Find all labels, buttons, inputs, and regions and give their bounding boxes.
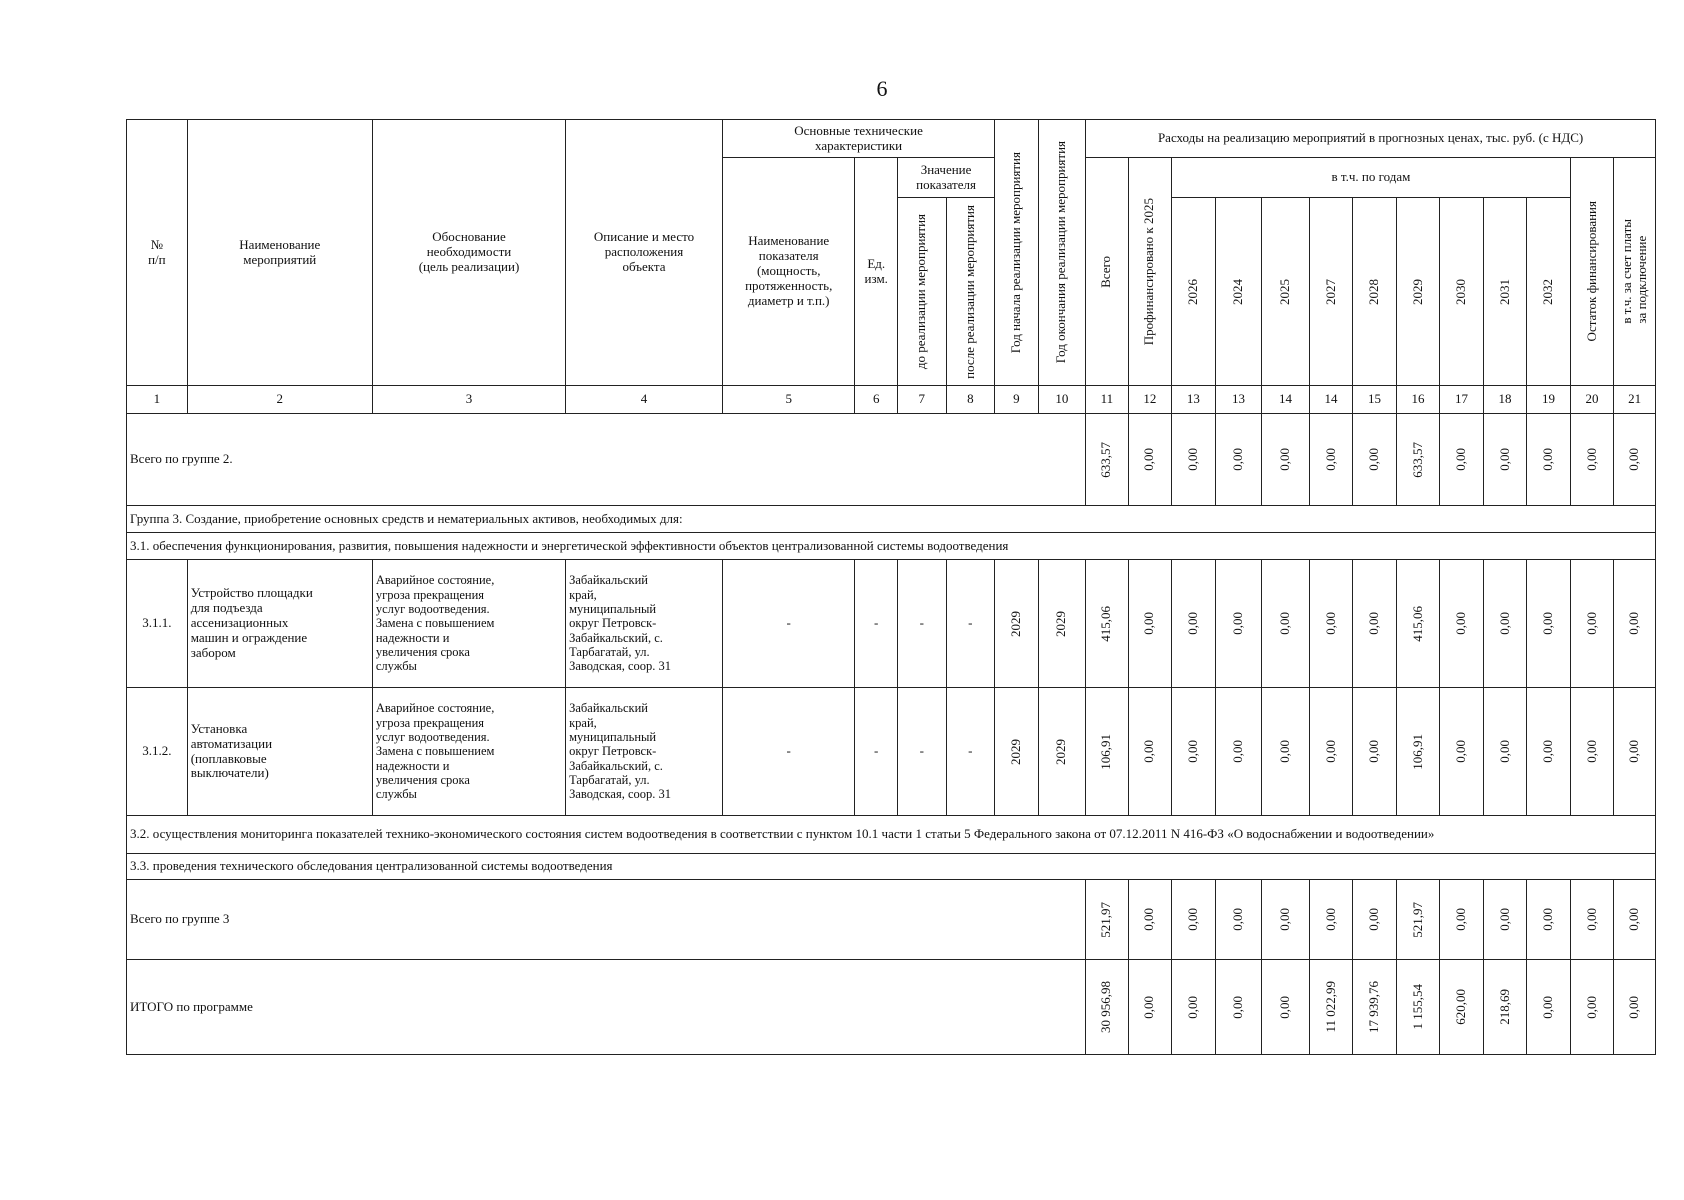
subsection-3-3-title: 3.3. проведения технического обследования централизованной системы водоотведения xyxy=(127,854,1656,880)
value-cell: 0,00 xyxy=(1570,880,1614,960)
value-cell: 415,06 xyxy=(1086,560,1128,688)
value-cell: 0,00 xyxy=(1570,560,1614,688)
item-place: Забайкальский край, муниципальный округ Петровск- Забайкальский, с. Тарбагатай, ул. Заводская, соор. 31 xyxy=(566,560,723,688)
item-indicator: - xyxy=(722,688,855,816)
value-cell: 0,00 xyxy=(1128,414,1172,506)
value-cell: 30 956,98 xyxy=(1086,960,1128,1055)
value-cell: 0,00 xyxy=(1215,560,1262,688)
item-name: Установка автоматизации (поплавковые выключатели) xyxy=(187,688,372,816)
value-cell: 0,00 xyxy=(1262,560,1310,688)
value-cell: 0,00 xyxy=(1614,560,1656,688)
value-cell: 633,57 xyxy=(1396,414,1440,506)
item-before: - xyxy=(897,688,946,816)
item-start-year: 2029 xyxy=(995,560,1039,688)
item-unit: - xyxy=(855,688,897,816)
col-number: 19 xyxy=(1527,386,1571,414)
value-cell: 0,00 xyxy=(1309,688,1353,816)
value-cell: 0,00 xyxy=(1172,880,1216,960)
header-year: 2029 xyxy=(1396,198,1440,386)
col-number: 12 xyxy=(1128,386,1172,414)
value-cell: 0,00 xyxy=(1262,880,1310,960)
col-number: 8 xyxy=(946,386,995,414)
header-col-name: Наименование мероприятий xyxy=(187,120,372,386)
header-col-reason: Обоснование необходимости (цель реализации) xyxy=(372,120,565,386)
value-cell: 0,00 xyxy=(1440,688,1484,816)
item-number: 3.1.1. xyxy=(127,560,188,688)
item-place: Забайкальский край, муниципальный округ Петровск- Забайкальский, с. Тарбагатай, ул. Заводская, соор. 31 xyxy=(566,688,723,816)
item-number: 3.1.2. xyxy=(127,688,188,816)
value-cell: 0,00 xyxy=(1353,414,1397,506)
value-cell: 0,00 xyxy=(1527,960,1571,1055)
header-year: 2028 xyxy=(1353,198,1397,386)
value-cell: 0,00 xyxy=(1172,960,1216,1055)
item-unit: - xyxy=(855,560,897,688)
table-row-total-group2 xyxy=(127,414,1656,506)
header-col-after: после реализации мероприятия xyxy=(946,198,995,386)
value-cell: 0,00 xyxy=(1527,688,1571,816)
group3-title: Группа 3. Создание, приобретение основных средств и нематериальных активов, необходимых для: xyxy=(127,506,1656,533)
header-col-total: Всего xyxy=(1086,158,1128,386)
value-cell: 0,00 xyxy=(1353,560,1397,688)
header-col-connection-fee: в т.ч. за счет платы за подключение xyxy=(1614,158,1656,386)
header-year: 2031 xyxy=(1483,198,1527,386)
item-reason: Аварийное состояние, угроза прекращения услуг водоотведения. Замена с повышением надежности и увеличения срока службы xyxy=(372,688,565,816)
value-cell: 0,00 xyxy=(1309,414,1353,506)
value-cell: 0,00 xyxy=(1353,688,1397,816)
value-cell: 0,00 xyxy=(1128,688,1172,816)
value-cell: 0,00 xyxy=(1570,414,1614,506)
value-cell: 0,00 xyxy=(1440,880,1484,960)
value-cell: 0,00 xyxy=(1527,414,1571,506)
col-number: 14 xyxy=(1262,386,1310,414)
value-cell: 11 022,99 xyxy=(1309,960,1353,1055)
col-number: 21 xyxy=(1614,386,1656,414)
table-row-3-1-1 xyxy=(127,560,1656,688)
value-cell: 0,00 xyxy=(1570,960,1614,1055)
table-row-total-program xyxy=(127,960,1656,1055)
value-cell: 0,00 xyxy=(1570,688,1614,816)
item-before: - xyxy=(897,560,946,688)
subsection-3-2-title: 3.2. осуществления мониторинга показателей технико-экономического состояния систем водоотведения в соответствии с пунктом 10.1 части 1 статьи 5 Федерального закона от 07.12.2011 N 416-ФЗ «О водоснабжении и водоотведении» xyxy=(127,816,1656,854)
col-number: 15 xyxy=(1353,386,1397,414)
header-col-number: № п/п xyxy=(127,120,188,386)
col-number: 3 xyxy=(372,386,565,414)
value-cell: 0,00 xyxy=(1527,880,1571,960)
value-cell: 521,97 xyxy=(1086,880,1128,960)
item-after: - xyxy=(946,688,995,816)
col-number: 14 xyxy=(1309,386,1353,414)
item-indicator: - xyxy=(722,560,855,688)
value-cell: 0,00 xyxy=(1215,880,1262,960)
value-cell: 0,00 xyxy=(1262,414,1310,506)
value-cell: 0,00 xyxy=(1128,880,1172,960)
value-cell: 106,91 xyxy=(1086,688,1128,816)
header-col-before: до реализации мероприятия xyxy=(897,198,946,386)
value-cell: 633,57 xyxy=(1086,414,1128,506)
header-col-start-year: Год начала реализации мероприятия xyxy=(995,120,1039,386)
header-value-group: Значение показателя xyxy=(897,158,994,198)
value-cell: 0,00 xyxy=(1614,688,1656,816)
col-number: 18 xyxy=(1483,386,1527,414)
value-cell: 0,00 xyxy=(1483,688,1527,816)
value-cell: 0,00 xyxy=(1483,414,1527,506)
value-cell: 0,00 xyxy=(1527,560,1571,688)
total-group3-label: Всего по группе 3 xyxy=(127,880,1086,960)
value-cell: 0,00 xyxy=(1215,688,1262,816)
subsection-3-1-title: 3.1. обеспечения функционирования, развития, повышения надежности и энергетической эффективности объектов централизованной системы водоотведения xyxy=(127,533,1656,560)
value-cell: 0,00 xyxy=(1215,960,1262,1055)
value-cell: 0,00 xyxy=(1353,880,1397,960)
header-col-place: Описание и место расположения объекта xyxy=(566,120,723,386)
col-number: 1 xyxy=(127,386,188,414)
col-number: 13 xyxy=(1172,386,1216,414)
value-cell: 0,00 xyxy=(1440,414,1484,506)
value-cell: 0,00 xyxy=(1172,688,1216,816)
column-numbers-row xyxy=(127,386,1656,414)
col-number: 4 xyxy=(566,386,723,414)
header-col-financed: Профинансировано к 2025 xyxy=(1128,158,1172,386)
header-year: 2030 xyxy=(1440,198,1484,386)
value-cell: 218,69 xyxy=(1483,960,1527,1055)
total-program-label: ИТОГО по программе xyxy=(127,960,1086,1055)
header-costs-group: Расходы на реализацию мероприятий в прогнозных ценах, тыс. руб. (с НДС) xyxy=(1086,120,1656,158)
header-year: 2025 xyxy=(1262,198,1310,386)
col-number: 10 xyxy=(1038,386,1086,414)
value-cell: 0,00 xyxy=(1172,560,1216,688)
value-cell: 0,00 xyxy=(1215,414,1262,506)
header-year: 2027 xyxy=(1309,198,1353,386)
item-end-year: 2029 xyxy=(1038,560,1086,688)
value-cell: 0,00 xyxy=(1483,560,1527,688)
page-number: 6 xyxy=(876,76,888,101)
col-number: 17 xyxy=(1440,386,1484,414)
col-number: 5 xyxy=(722,386,855,414)
value-cell: 0,00 xyxy=(1309,880,1353,960)
col-number: 2 xyxy=(187,386,372,414)
item-start-year: 2029 xyxy=(995,688,1039,816)
header-year: 2024 xyxy=(1215,198,1262,386)
table-row-3-1-2 xyxy=(127,688,1656,816)
header-col-remainder: Остаток финансирования xyxy=(1570,158,1614,386)
col-number: 6 xyxy=(855,386,897,414)
value-cell: 1 155,54 xyxy=(1396,960,1440,1055)
value-cell: 0,00 xyxy=(1614,414,1656,506)
value-cell: 0,00 xyxy=(1262,960,1310,1055)
col-number: 11 xyxy=(1086,386,1128,414)
value-cell: 415,06 xyxy=(1396,560,1440,688)
item-name: Устройство площадки для подъезда ассенизационных машин и ограждение забором xyxy=(187,560,372,688)
header-col-indicator: Наименование показателя (мощность, протяженность, диаметр и т.п.) xyxy=(722,158,855,386)
header-tech-group: Основные технические характеристики xyxy=(722,120,994,158)
value-cell: 0,00 xyxy=(1440,560,1484,688)
header-col-end-year: Год окончания реализации мероприятия xyxy=(1038,120,1086,386)
value-cell: 0,00 xyxy=(1483,880,1527,960)
col-number: 16 xyxy=(1396,386,1440,414)
value-cell: 0,00 xyxy=(1172,414,1216,506)
value-cell: 0,00 xyxy=(1128,560,1172,688)
item-reason: Аварийное состояние, угроза прекращения услуг водоотведения. Замена с повышением надежности и увеличения срока службы xyxy=(372,560,565,688)
header-year: 2032 xyxy=(1527,198,1571,386)
investment-program-table xyxy=(126,119,1656,1055)
value-cell: 17 939,76 xyxy=(1353,960,1397,1055)
value-cell: 0,00 xyxy=(1262,688,1310,816)
value-cell: 106,91 xyxy=(1396,688,1440,816)
col-number: 13 xyxy=(1215,386,1262,414)
item-after: - xyxy=(946,560,995,688)
header-col-unit: Ед. изм. xyxy=(855,158,897,386)
value-cell: 0,00 xyxy=(1614,960,1656,1055)
value-cell: 521,97 xyxy=(1396,880,1440,960)
col-number: 7 xyxy=(897,386,946,414)
col-number: 9 xyxy=(995,386,1039,414)
value-cell: 620,00 xyxy=(1440,960,1484,1055)
header-years-group: в т.ч. по годам xyxy=(1172,158,1571,198)
item-end-year: 2029 xyxy=(1038,688,1086,816)
col-number: 20 xyxy=(1570,386,1614,414)
value-cell: 0,00 xyxy=(1614,880,1656,960)
table-row-total-group3 xyxy=(127,880,1656,960)
header-year: 2026 xyxy=(1172,198,1216,386)
total-group2-label: Всего по группе 2. xyxy=(127,414,1086,506)
value-cell: 0,00 xyxy=(1128,960,1172,1055)
value-cell: 0,00 xyxy=(1309,560,1353,688)
